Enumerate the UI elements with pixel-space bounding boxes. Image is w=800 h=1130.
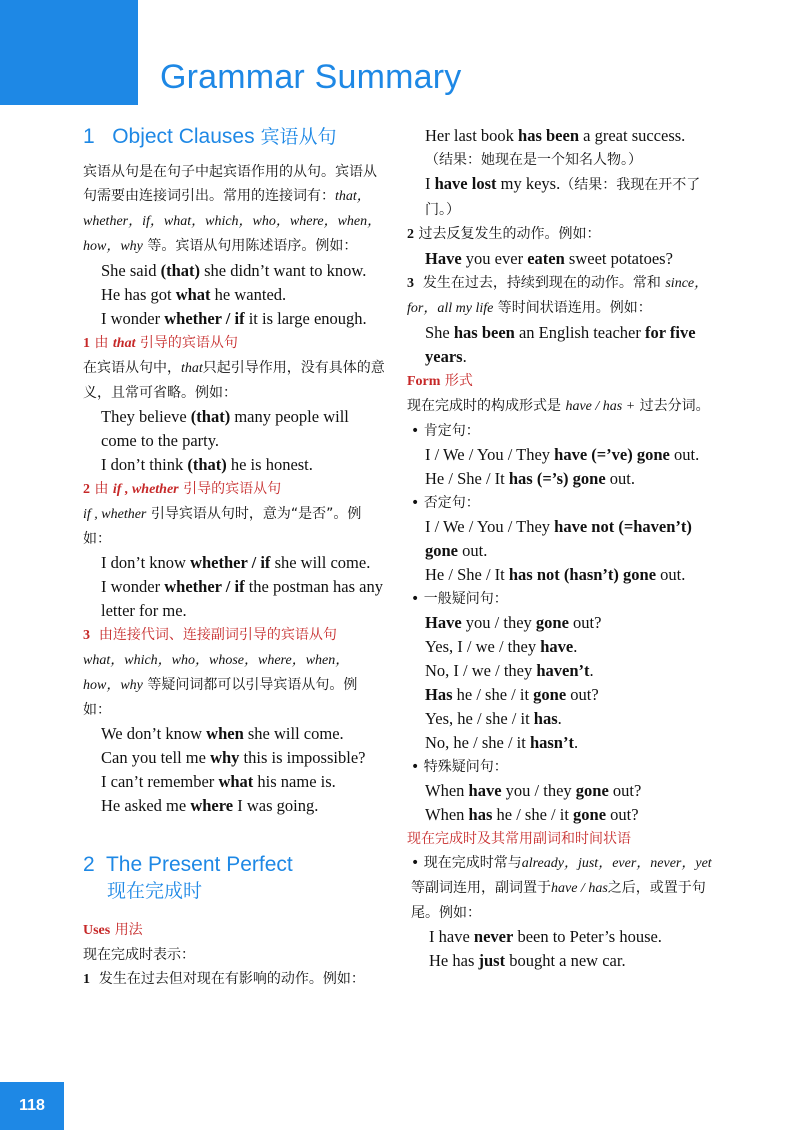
general-question-label: • 一般疑问句： — [411, 591, 508, 607]
example: Yes, he / she / it has. — [425, 709, 562, 728]
page-title: Grammar Summary — [160, 58, 462, 96]
use-3: 3 发生在过去，持续到现在的动作。常和 since，for，all my life 等时间状语连用。例如： — [407, 275, 709, 316]
example: Yes, I / we / they have. — [425, 637, 578, 656]
subheading-3: 3 由连接代词、连接副词引导的宾语从句 — [83, 627, 337, 643]
corner-block — [0, 0, 138, 105]
example-note: （结果：她现在是一个知名人物。） — [425, 152, 642, 168]
uses-heading: Uses 用法 — [83, 922, 143, 938]
section-title-cn: 现在完成时 — [107, 880, 203, 902]
example: He has just bought a new car. — [429, 951, 626, 970]
uses-intro: 现在完成时表示： — [83, 947, 195, 963]
example: I wonder whether / if the postman has any letter for me. — [101, 577, 383, 620]
example: I don’t know whether / if she will come. — [101, 553, 371, 572]
example: She said (that) she didn’t want to know. — [101, 261, 367, 280]
right-column — [407, 124, 712, 973]
negative-label: • 否定句： — [411, 495, 480, 511]
example: He / She / It has (=’s) gone out. — [425, 469, 636, 488]
use-2: 2 过去反复发生的动作。例如： — [407, 226, 601, 242]
example: She has been an English teacher for five years. — [425, 323, 696, 366]
subheading-2: 2 由 if , whether 引导的宾语从句 — [83, 481, 282, 497]
section-title-en: Object Clauses — [112, 125, 255, 148]
example: Have you ever eaten sweet potatoes? — [425, 249, 673, 268]
example: He has got what he wanted. — [101, 285, 287, 304]
sub2-text: if , whether 引导宾语从句时，意为“是否”。例如： — [83, 506, 362, 547]
example: They believe (that) many people will come to the party. — [101, 407, 349, 450]
sub3-text: what，which，who，whose，where，when，how，why 等疑问词都可以引导宾语从句。例如： — [83, 653, 358, 718]
example: When has he / she / it gone out? — [425, 805, 639, 824]
example: I / We / You / They have (=’ve) gone out. — [425, 445, 700, 464]
page-number: 118 — [0, 1082, 64, 1130]
use-1: 1 发生在过去但对现在有影响的动作。例如： — [83, 971, 365, 987]
sub1-text: 在宾语从句中，that只起引导作用，没有具体的意义，且常可省略。例如： — [83, 360, 385, 401]
example: When have you / they gone out? — [425, 781, 642, 800]
section-title-cn: 宾语从句 — [260, 126, 337, 148]
example: I wonder whether / if it is large enough. — [101, 309, 367, 328]
example: I can’t remember what his name is. — [101, 772, 336, 791]
example: Have you / they gone out? — [425, 613, 602, 632]
affirmative-label: • 肯定句： — [411, 423, 480, 439]
left-column — [83, 118, 385, 992]
example: We don’t know when she will come. — [101, 724, 344, 743]
example: Has he / she / it gone out? — [425, 685, 599, 704]
section-number: 2 — [83, 853, 95, 876]
section-number: 1 — [83, 125, 95, 148]
form-heading: Form 形式 — [407, 373, 473, 389]
example: He asked me where I was going. — [101, 796, 319, 815]
example: No, he / she / it hasn’t. — [425, 733, 579, 752]
form-text: 现在完成时的构成形式是 have / has + 过去分词。 — [407, 398, 710, 414]
example: Can you tell me why this is impossible? — [101, 748, 366, 767]
subheading-1: 1 由 that 引导的宾语从句 — [83, 335, 238, 351]
example: I / We / You / They have not (=haven’t) gone out. — [425, 517, 692, 560]
section-1-heading — [83, 124, 385, 150]
example: No, I / we / they haven’t. — [425, 661, 594, 680]
special-question-label: • 特殊疑问句： — [411, 759, 508, 775]
example: I don’t think (that) he is honest. — [101, 455, 313, 474]
s1-intro: 宾语从句是在句子中起宾语作用的从句。宾语从句需要由连接词引出。常用的连接词有：that，whether，if，what，which，who，where，when，how，why 等。宾语从句用陈述语序。例如： — [83, 164, 382, 254]
section-title-en: The Present Perfect — [105, 853, 293, 876]
section-2-heading — [83, 852, 385, 904]
example: He / She / It has not (hasn’t) gone out. — [425, 565, 686, 584]
example: Her last book has been a great success. — [425, 126, 686, 145]
adverbs-heading: 现在完成时及其常用副词和时间状语 — [407, 831, 631, 847]
adverbs-text: • 现在完成时常与already，just，ever，never，yet等副词连用，副词置于have / has之后，或置于句尾。例如： — [411, 855, 712, 921]
example: I have lost my keys.（结果：我现在开不了门。） — [425, 174, 701, 218]
example: I have never been to Peter’s house. — [429, 927, 662, 946]
